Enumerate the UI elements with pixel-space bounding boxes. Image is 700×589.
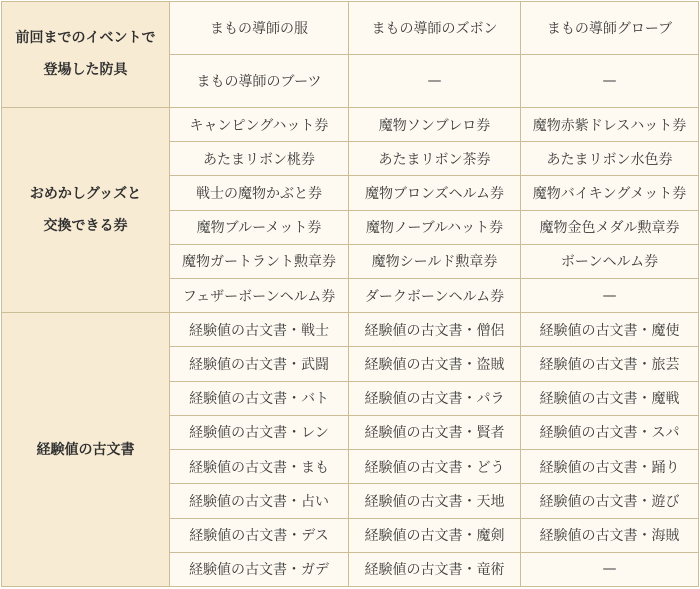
item-cell: 魔物ブルーメット券	[170, 210, 349, 244]
item-cell: 経験値の古文書・竜術	[349, 552, 521, 586]
item-cell: —	[521, 552, 699, 586]
item-cell: あたまリボン桃券	[170, 142, 349, 176]
item-cell: 経験値の古文書・占い	[170, 484, 349, 518]
item-cell: 経験値の古文書・バト	[170, 381, 349, 415]
item-cell: 経験値の古文書・パラ	[349, 381, 521, 415]
item-cell: 経験値の古文書・旅芸	[521, 347, 699, 381]
item-cell: キャンピングハット券	[170, 107, 349, 141]
item-cell: 経験値の古文書・踊り	[521, 450, 699, 484]
category-header	[2, 313, 170, 587]
item-cell: 魔物ガートラント勲章券	[170, 244, 349, 278]
category-title-line: 経験値の古文書	[36, 441, 135, 458]
item-cell: 戦士の魔物かぶと券	[170, 176, 349, 210]
item-cell: まもの導師のズボン	[349, 2, 521, 55]
item-cell: まもの導師の服	[170, 2, 349, 55]
item-cell: 経験値の古文書・僧侶	[349, 313, 521, 347]
item-cell: 魔物ソンブレロ券	[349, 107, 521, 141]
item-cell: 魔物ブロンズヘルム券	[349, 176, 521, 210]
item-cell: 経験値の古文書・海賊	[521, 518, 699, 552]
table-row	[2, 313, 699, 347]
reward-table-body	[2, 2, 699, 587]
item-cell: 魔物赤紫ドレスハット券	[521, 107, 699, 141]
item-cell: 経験値の古文書・魔戦	[521, 381, 699, 415]
category-title-line: 交換できる券	[43, 218, 128, 235]
item-cell: 経験値の古文書・賢者	[349, 415, 521, 449]
item-cell: フェザーボーンヘルム券	[170, 279, 349, 313]
item-cell: —	[349, 54, 521, 107]
item-cell: 経験値の古文書・魔剣	[349, 518, 521, 552]
category-header	[2, 2, 170, 108]
reward-table	[1, 1, 699, 587]
item-cell: 経験値の古文書・遊び	[521, 484, 699, 518]
item-cell: 経験値の古文書・デス	[170, 518, 349, 552]
item-cell: まもの導師のブーツ	[170, 54, 349, 107]
item-cell: まもの導師グローブ	[521, 2, 699, 55]
item-cell: 経験値の古文書・武闘	[170, 347, 349, 381]
item-cell: 魔物バイキングメット券	[521, 176, 699, 210]
item-cell: ダークボーンヘルム券	[349, 279, 521, 313]
item-cell: 経験値の古文書・どう	[349, 450, 521, 484]
table-row	[2, 2, 699, 55]
item-cell: —	[521, 279, 699, 313]
table-row	[2, 107, 699, 141]
item-cell: 経験値の古文書・スパ	[521, 415, 699, 449]
item-cell: 経験値の古文書・盗賊	[349, 347, 521, 381]
category-header	[2, 107, 170, 312]
item-cell: 魔物ノーブルハット券	[349, 210, 521, 244]
item-cell: 魔物シールド勲章券	[349, 244, 521, 278]
item-cell: 経験値の古文書・天地	[349, 484, 521, 518]
item-cell: あたまリボン水色券	[521, 142, 699, 176]
item-cell: 経験値の古文書・魔使	[521, 313, 699, 347]
category-title-line: 前回までのイベントで	[15, 30, 156, 47]
category-title-line: 登場した防具	[43, 62, 128, 79]
item-cell: 経験値の古文書・まも	[170, 450, 349, 484]
item-cell: 経験値の古文書・戦士	[170, 313, 349, 347]
item-cell: 魔物金色メダル勲章券	[521, 210, 699, 244]
item-cell: ボーンヘルム券	[521, 244, 699, 278]
category-title-line: おめかしグッズと	[29, 186, 142, 203]
item-cell: —	[521, 54, 699, 107]
item-cell: 経験値の古文書・ガデ	[170, 552, 349, 586]
item-cell: 経験値の古文書・レン	[170, 415, 349, 449]
item-cell: あたまリボン茶券	[349, 142, 521, 176]
